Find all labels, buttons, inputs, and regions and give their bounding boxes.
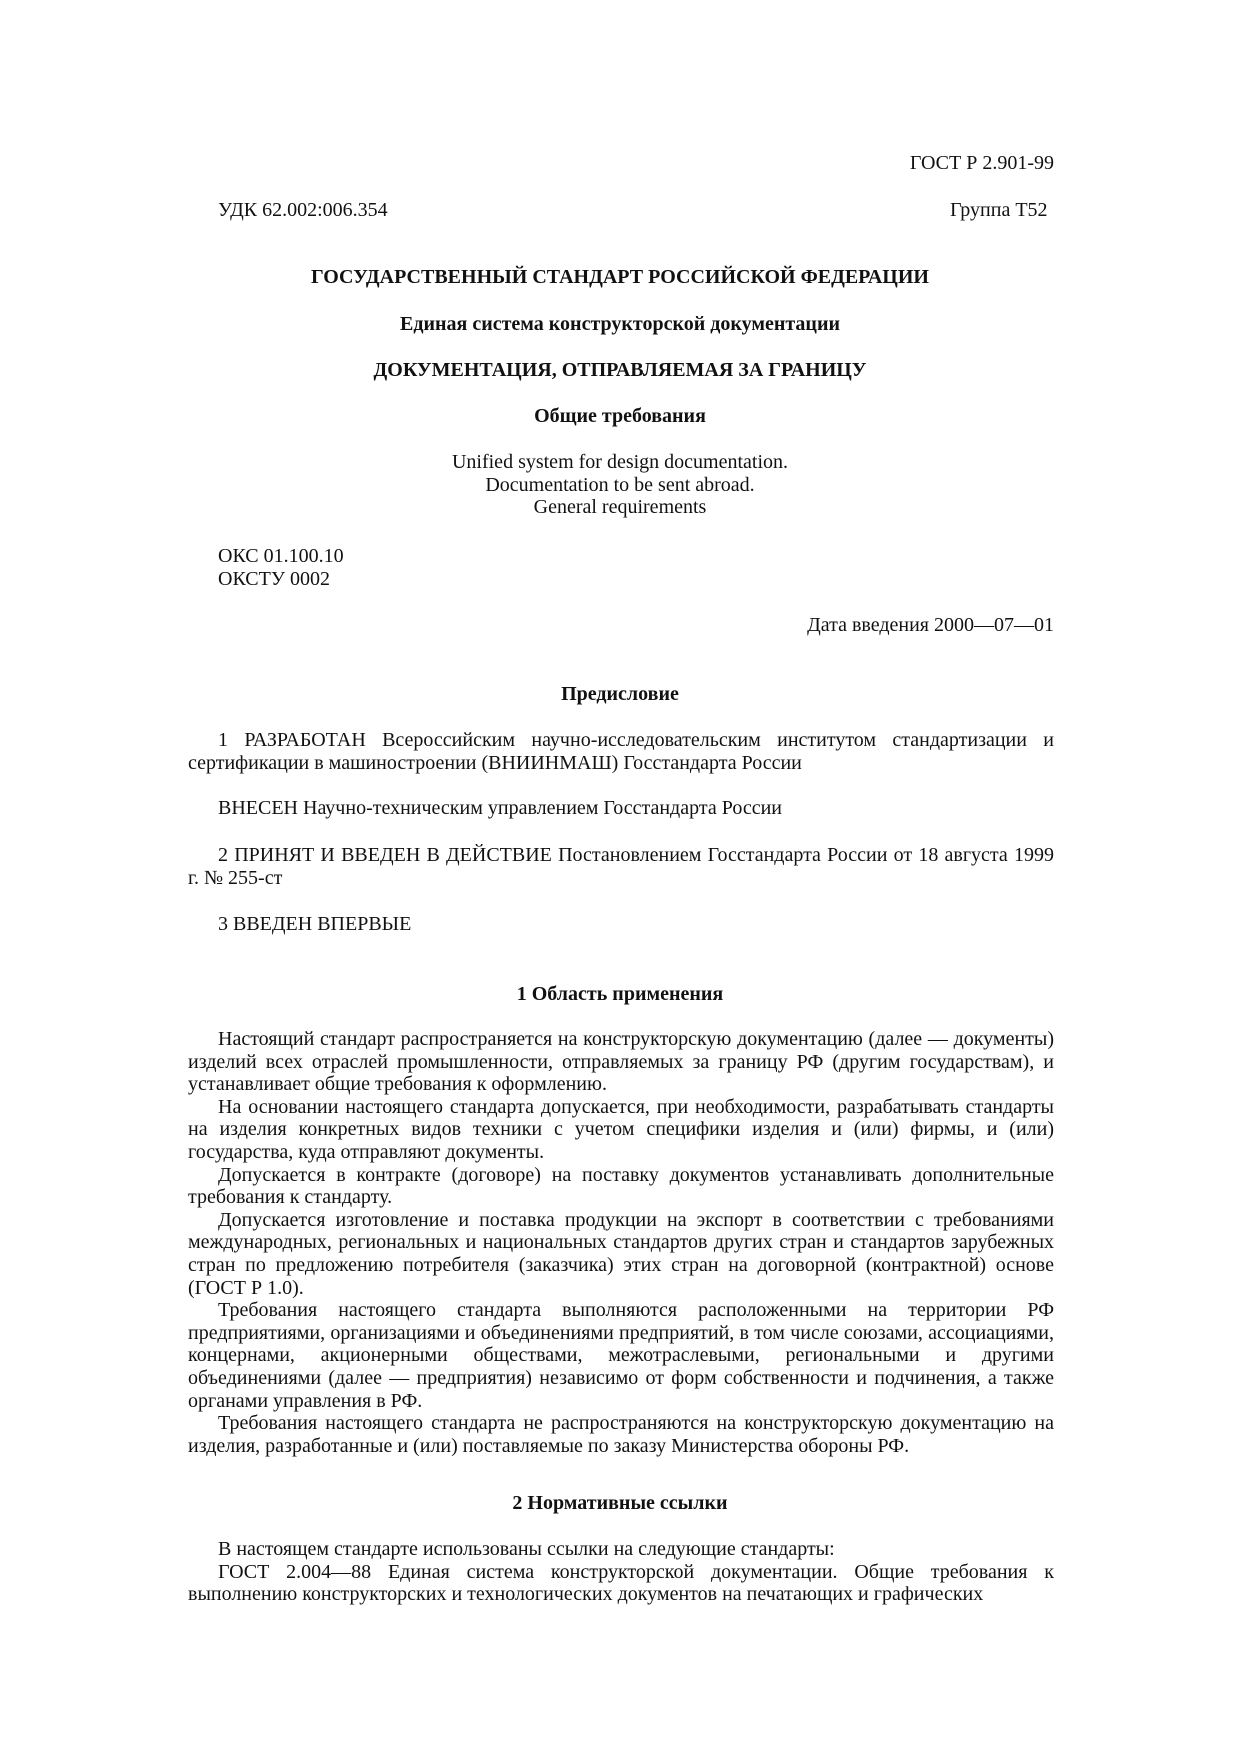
references-paragraph: ГОСТ 2.004—88 Единая система конструкторской документации. Общие требования к выполнению конструкторских и технологических документов на печатающих и графических bbox=[188, 1560, 1054, 1606]
scope-section bbox=[188, 1028, 1054, 1457]
foreword-item bbox=[188, 797, 1054, 820]
english-title bbox=[186, 451, 1054, 519]
foreword-item bbox=[188, 913, 1054, 936]
classification-codes bbox=[218, 545, 344, 590]
introduction-date: Дата введения 2000—07—01 bbox=[807, 614, 1054, 636]
udk-code: УДК 62.002:006.354 bbox=[218, 199, 388, 221]
references-heading: 2 Нормативные ссылки bbox=[512, 1492, 728, 1514]
foreword-paragraph: 2 ПРИНЯТ И ВВЕДЕН В ДЕЙСТВИЕ Постановлением Госстандарта России от 18 августа 1999 г. № 255-ст bbox=[188, 844, 1054, 889]
oks-code: ОКС 01.100.10 bbox=[218, 545, 344, 567]
scope-paragraph: Требования настоящего стандарта выполняются расположенными на территории РФ предприятиями, организациями и объединениями предприятий, в том числе союзами, ассоциациями, концернами, акционерными обществами, межотраслевыми, региональными и другими объединениями (далее — предприятия) независимо от форм собственности и подчинения, а также органами управления в РФ. bbox=[188, 1299, 1054, 1412]
english-title-line: Documentation to be sent abroad. bbox=[485, 473, 755, 496]
document-title: ДОКУМЕНТАЦИЯ, ОТПРАВЛЯЕМАЯ ЗА ГРАНИЦУ bbox=[373, 359, 867, 381]
scope-paragraph: Допускается изготовление и поставка продукции на экспорт в соответствии с требованиями международных, региональных и национальных стандартов других стран и стандартов зарубежных стран по предложению потребителя (заказчика) этих стран на договорной (контрактной) основе (ГОСТ Р 1.0). bbox=[188, 1208, 1054, 1299]
english-title-line: General requirements bbox=[533, 496, 707, 519]
gost-code: ГОСТ Р 2.901-99 bbox=[909, 152, 1054, 174]
foreword-paragraph: 1 РАЗРАБОТАН Всероссийским научно-исследовательским институтом стандартизации и сертификации в машиностроении (ВНИИНМАШ) Госстандарта России bbox=[188, 729, 1054, 774]
group-code: Группа Т52 bbox=[950, 199, 1048, 221]
state-standard-title: ГОСУДАРСТВЕННЫЙ СТАНДАРТ РОССИЙСКОЙ ФЕДЕРАЦИИ bbox=[311, 266, 929, 288]
document-subtitle: Общие требования bbox=[534, 405, 706, 427]
references-section bbox=[188, 1538, 1054, 1606]
scope-paragraph: Допускается в контракте (договоре) на поставку документов устанавливать дополнительные требования к стандарту. bbox=[188, 1163, 1054, 1209]
scope-paragraph: Настоящий стандарт распространяется на конструкторскую документацию (далее — документы) изделий всех отраслей промышленности, отправляемых за границу РФ (другим государствам), и устанавливает общие требования к оформлению. bbox=[188, 1028, 1054, 1096]
foreword-heading: Предисловие bbox=[561, 683, 679, 705]
foreword-item bbox=[188, 844, 1054, 889]
scope-paragraph: На основании настоящего стандарта допускается, при необходимости, разрабатывать стандарты на изделия конкретных видов техники с учетом специфики изделия и (или) фирмы, и (или) государства, куда отправляют документы. bbox=[188, 1095, 1054, 1163]
system-title: Единая система конструкторской документации bbox=[400, 313, 840, 335]
references-paragraph: В настоящем стандарте использованы ссылки на следующие стандарты: bbox=[218, 1538, 835, 1560]
foreword-paragraph: 3 ВВЕДЕН ВПЕРВЫЕ bbox=[218, 913, 412, 935]
english-title-line: Unified system for design documentation. bbox=[451, 451, 789, 473]
foreword-paragraph: ВНЕСЕН Научно-техническим управлением Госстандарта России bbox=[218, 797, 782, 819]
scope-heading: 1 Область применения bbox=[516, 983, 724, 1005]
scope-paragraph: Требования настоящего стандарта не распространяются на конструкторскую документацию на изделия, разработанные и (или) поставляемые по заказу Министерства обороны РФ. bbox=[188, 1412, 1054, 1457]
okstu-code: ОКСТУ 0002 bbox=[218, 567, 331, 590]
foreword-item bbox=[188, 729, 1054, 774]
